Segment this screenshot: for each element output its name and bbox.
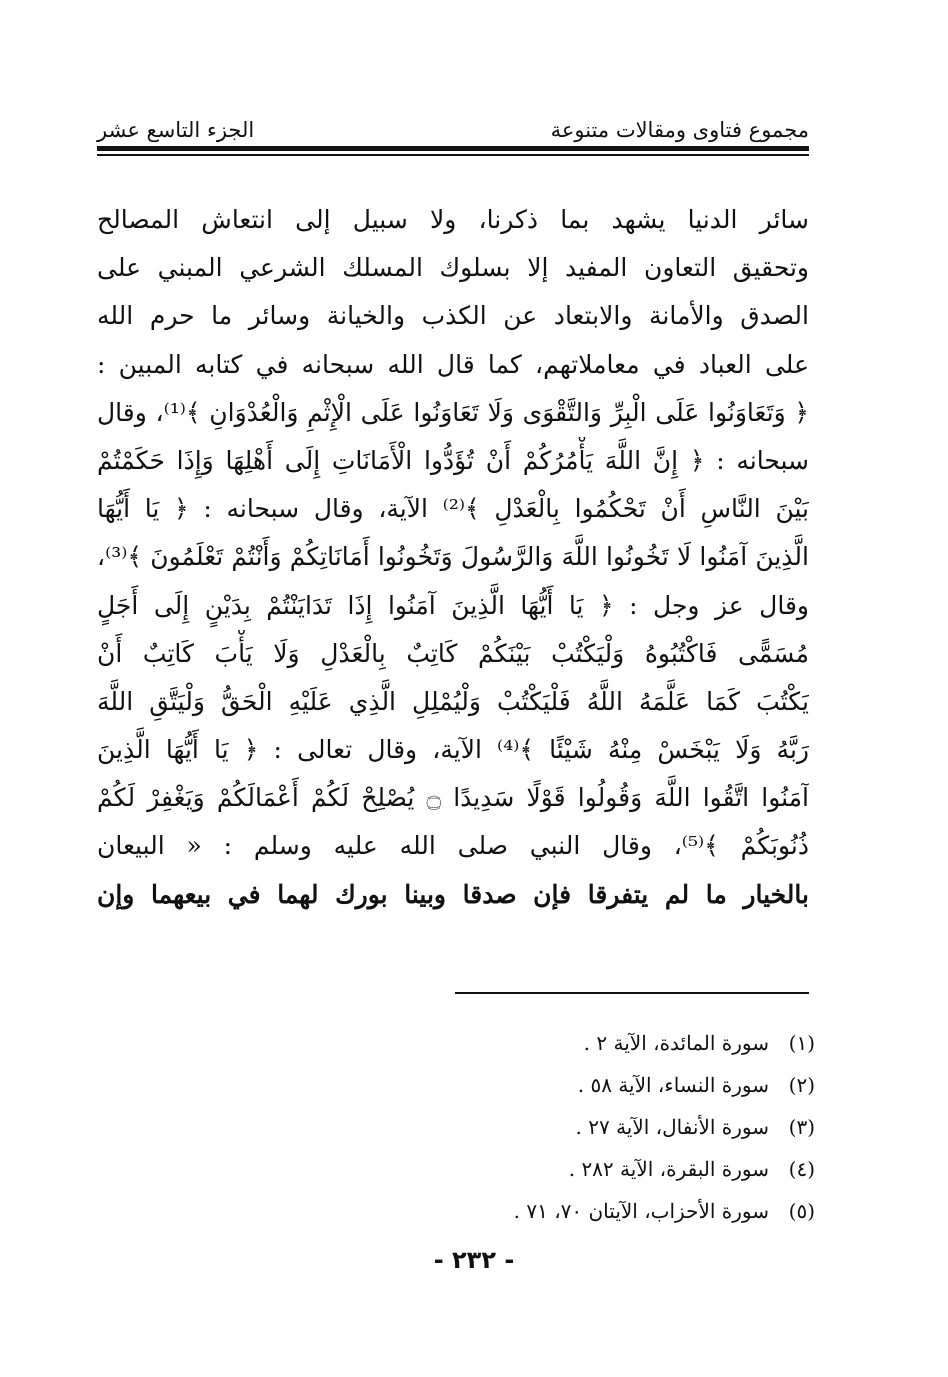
text-line: آمَنُوا اتَّقُوا اللَّهَ وَقُولُوا قَوْلًا سَدِيدًا ۝ يُصْلِحْ لَكُمْ أَعْمَالَكُمْ وَيَغْفِرْ لَكُمْ [97, 783, 809, 813]
text-line: يَكْتُبَ كَمَا عَلَّمَهُ اللَّهُ فَلْيَكْتُبْ وَلْيُمْلِلِ الَّذِي عَلَيْهِ الْحَقُّ وَلْيَتَّقِ اللَّهَ [97, 686, 809, 716]
footnote-item [415, 1106, 815, 1148]
footnote-number: (٢) [788, 1073, 815, 1097]
text-line: سبحانه : ﴿ إِنَّ اللَّهَ يَأْمُرُكُمْ أَنْ تُؤَدُّوا الْأَمَانَاتِ إِلَى أَهْلِهَا وَإِذَا حَكَمْتُمْ [97, 445, 809, 475]
footnote-item [415, 1064, 815, 1106]
text-line: ذُنُوبَكُمْ ﴾⁽⁵⁾، وقال النبي صلى الله عليه وسلم : « البيعان [97, 831, 809, 861]
footnote-text: سورة الأنفال، الآية ٢٧ . [575, 1115, 769, 1139]
book-title: مجموع فتاوى ومقالات متنوعة [550, 118, 809, 142]
page-header [97, 112, 809, 142]
volume-label: الجزء التاسع عشر [97, 118, 255, 142]
text-line: بَيْنَ النَّاسِ أَنْ تَحْكُمُوا بِالْعَدْلِ ﴾⁽²⁾ الآية، وقال سبحانه : ﴿ يَا أَيُّهَا [97, 494, 809, 524]
footnote-item [415, 1148, 815, 1190]
text-line: وتحقيق التعاون المفيد إلا بسلوك المسلك الشرعي المبني على [97, 253, 809, 283]
footnote-text: سورة الأحزاب، الآيتان ٧٠، ٧١ . [513, 1199, 769, 1223]
footnote-number: (٣) [788, 1115, 815, 1139]
text-line: سائر الدنيا يشهد بما ذكرنا، ولا سبيل إلى انتعاش المصالح [97, 205, 809, 234]
footnote-number: (١) [788, 1031, 815, 1055]
footnote-text: سورة النساء، الآية ٥٨ . [577, 1073, 769, 1097]
text-line: رَبَّهُ وَلَا يَبْخَسْ مِنْهُ شَيْئًا ﴾⁽⁴⁾ الآية، وقال تعالى : ﴿ يَا أَيُّهَا الَّذِينَ [97, 735, 809, 765]
header-rule-thin [97, 154, 809, 156]
main-text [97, 196, 809, 919]
header-rule-thick [97, 146, 809, 151]
footnotes [415, 1022, 815, 1232]
text-line: ﴿ وَتَعَاوَنُوا عَلَى الْبِرِّ وَالتَّقْوَى وَلَا تَعَاوَنُوا عَلَى الْإِثْمِ وَالْعُدْوَانِ ﴾⁽¹⁾، وقال [97, 397, 809, 427]
footnote-number: (٤) [788, 1157, 815, 1181]
footnote-item [415, 1190, 815, 1232]
footnote-separator [455, 992, 809, 994]
text-line: وقال عز وجل : ﴿ يَا أَيُّهَا الَّذِينَ آمَنُوا إِذَا تَدَايَنْتُمْ بِدَيْنٍ إِلَى أَجَلٍ [97, 590, 809, 620]
text-line-bold: بالخيار ما لم يتفرقا فإن صدقا وبينا بورك لهما في بيعهما وإن [97, 879, 809, 909]
text-line: على العباد في معاملاتهم، كما قال الله سبحانه في كتابه المبين : [97, 349, 809, 379]
page-number: - ٢٣٢ - [433, 1246, 515, 1274]
text-line: الَّذِينَ آمَنُوا لَا تَخُونُوا اللَّهَ وَالرَّسُولَ وَتَخُونُوا أَمَانَاتِكُمْ وَأَنْتُمْ تَعْلَمُونَ ﴾⁽³⁾، [97, 542, 809, 572]
text-line: مُسَمًّى فَاكْتُبُوهُ وَلْيَكْتُبْ بَيْنَكُمْ كَاتِبٌ بِالْعَدْلِ وَلَا يَأْبَ كَاتِبٌ أَنْ [97, 638, 809, 668]
text-line: الصدق والأمانة والابتعاد عن الكذب والخيانة وسائر ما حرم الله [97, 301, 809, 331]
footnote-text: سورة البقرة، الآية ٢٨٢ . [568, 1157, 769, 1181]
footnote-item [415, 1022, 815, 1064]
footnote-number: (٥) [788, 1199, 815, 1223]
footnote-text: سورة المائدة، الآية ٢ . [583, 1031, 769, 1055]
